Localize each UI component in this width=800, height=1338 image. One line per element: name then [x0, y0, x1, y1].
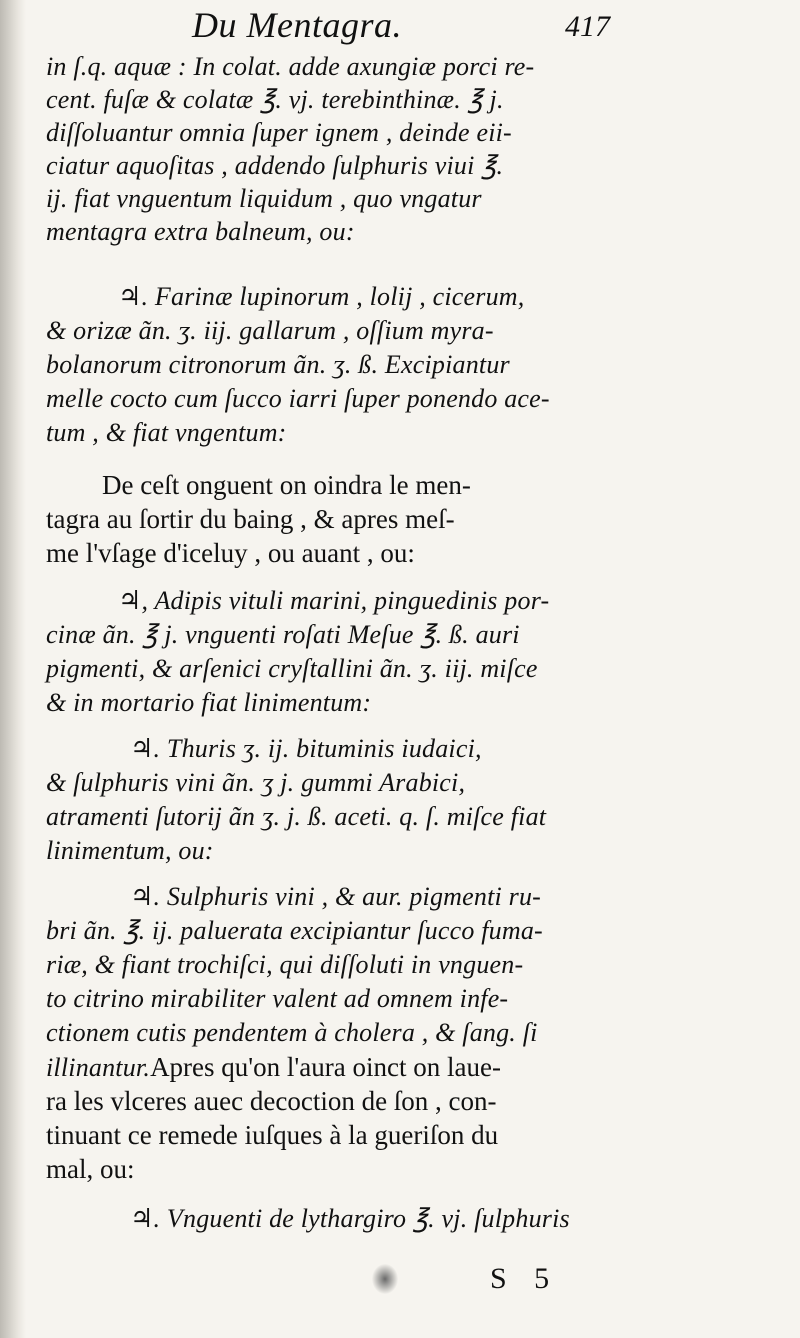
page-gutter-shadow — [0, 0, 26, 1338]
text-line: tum , & fiat vngentum: — [46, 418, 287, 447]
text-line: cent. fuſæ & colatæ ℥. vj. terebinthinæ. ℥ j. — [46, 85, 504, 114]
mixed-line — [46, 1052, 501, 1083]
latin-fragment: illinantur. — [46, 1053, 151, 1082]
text-line: pigmenti, & arſenici cryſtallini ãn. ʒ. iij. miſce — [46, 654, 538, 683]
french-line: De ceſt onguent on oindra le men- — [102, 470, 471, 500]
recipe-line: ♃, Adipis vituli marini, pinguedinis por- — [118, 586, 550, 615]
text-line: ciatur aquoſitas , addendo ſulphuris viui ℥. — [46, 151, 504, 180]
ink-blot — [372, 1264, 398, 1294]
text-line: atramenti ſutorij ãn ʒ. j. ß. aceti. q. ſ. miſce fiat — [46, 802, 547, 831]
recipe-line: ♃. Thuris ʒ. ij. bituminis iudaici, — [130, 734, 482, 763]
page-header — [192, 4, 610, 50]
recipe-line: ♃. Vnguenti de lythargiro ℥. vj. ſulphuris — [130, 1204, 570, 1233]
text-line: to citrino mirabiliter valent ad omnem infe- — [46, 984, 509, 1013]
text-line: bri ãn. ℥. ij. paluerata excipiantur ſucco fuma- — [46, 916, 543, 945]
french-line: mal, ou: — [46, 1154, 135, 1184]
text-line: linimentum, ou: — [46, 836, 214, 865]
french-line: ra les vlceres auec decoction de ſon , con- — [46, 1086, 497, 1116]
french-line: tinuant ce remede iuſques à la gueriſon du — [46, 1120, 499, 1150]
text-line: mentagra extra balneum, ou: — [46, 217, 355, 246]
text-line: in ſ.q. aquæ : In colat. adde axungiæ porci re- — [46, 52, 535, 81]
french-fragment: Apres qu'on l'aura oinct on laue- — [150, 1052, 501, 1082]
text-line: & in mortario fiat linimentum: — [46, 688, 372, 717]
text-line: melle cocto cum ſucco iarri ſuper ponendo ace- — [46, 384, 550, 413]
text-line: ij. fiat vnguentum liquidum , quo vngatur — [46, 184, 482, 213]
text-line: diſſoluantur omnia ſuper ignem , deinde eii- — [46, 118, 512, 147]
text-line: ctionem cutis pendentem à cholera , & ſang. ſi — [46, 1018, 538, 1047]
recipe-line: ♃. Sulphuris vini , & aur. pigmenti ru- — [130, 882, 542, 911]
recipe-line: ♃. Farinæ lupinorum , lolij , cicerum, — [118, 282, 525, 311]
text-line: riæ, & fiant trochiſci, qui diſſoluti in vnguen- — [46, 950, 524, 979]
text-line: bolanorum citronorum ãn. ʒ. ß. Excipiantur — [46, 350, 510, 379]
running-head: Du Mentagra. — [192, 5, 402, 45]
text-line: & orizæ ãn. ʒ. iij. gallarum , oſſium myra- — [46, 316, 494, 345]
text-line: & ſulphuris vini ãn. ʒ j. gummi Arabici, — [46, 768, 466, 797]
signature-mark: S 5 — [490, 1262, 560, 1295]
french-line: me l'vſage d'iceluy , ou auant , ou: — [46, 538, 415, 568]
french-line: tagra au ſortir du baing , & apres meſ- — [46, 504, 455, 534]
text-line: cinæ ãn. ℥ j. vnguenti roſati Meſue ℥. ß. auri — [46, 620, 520, 649]
page-number: 417 — [565, 10, 610, 43]
